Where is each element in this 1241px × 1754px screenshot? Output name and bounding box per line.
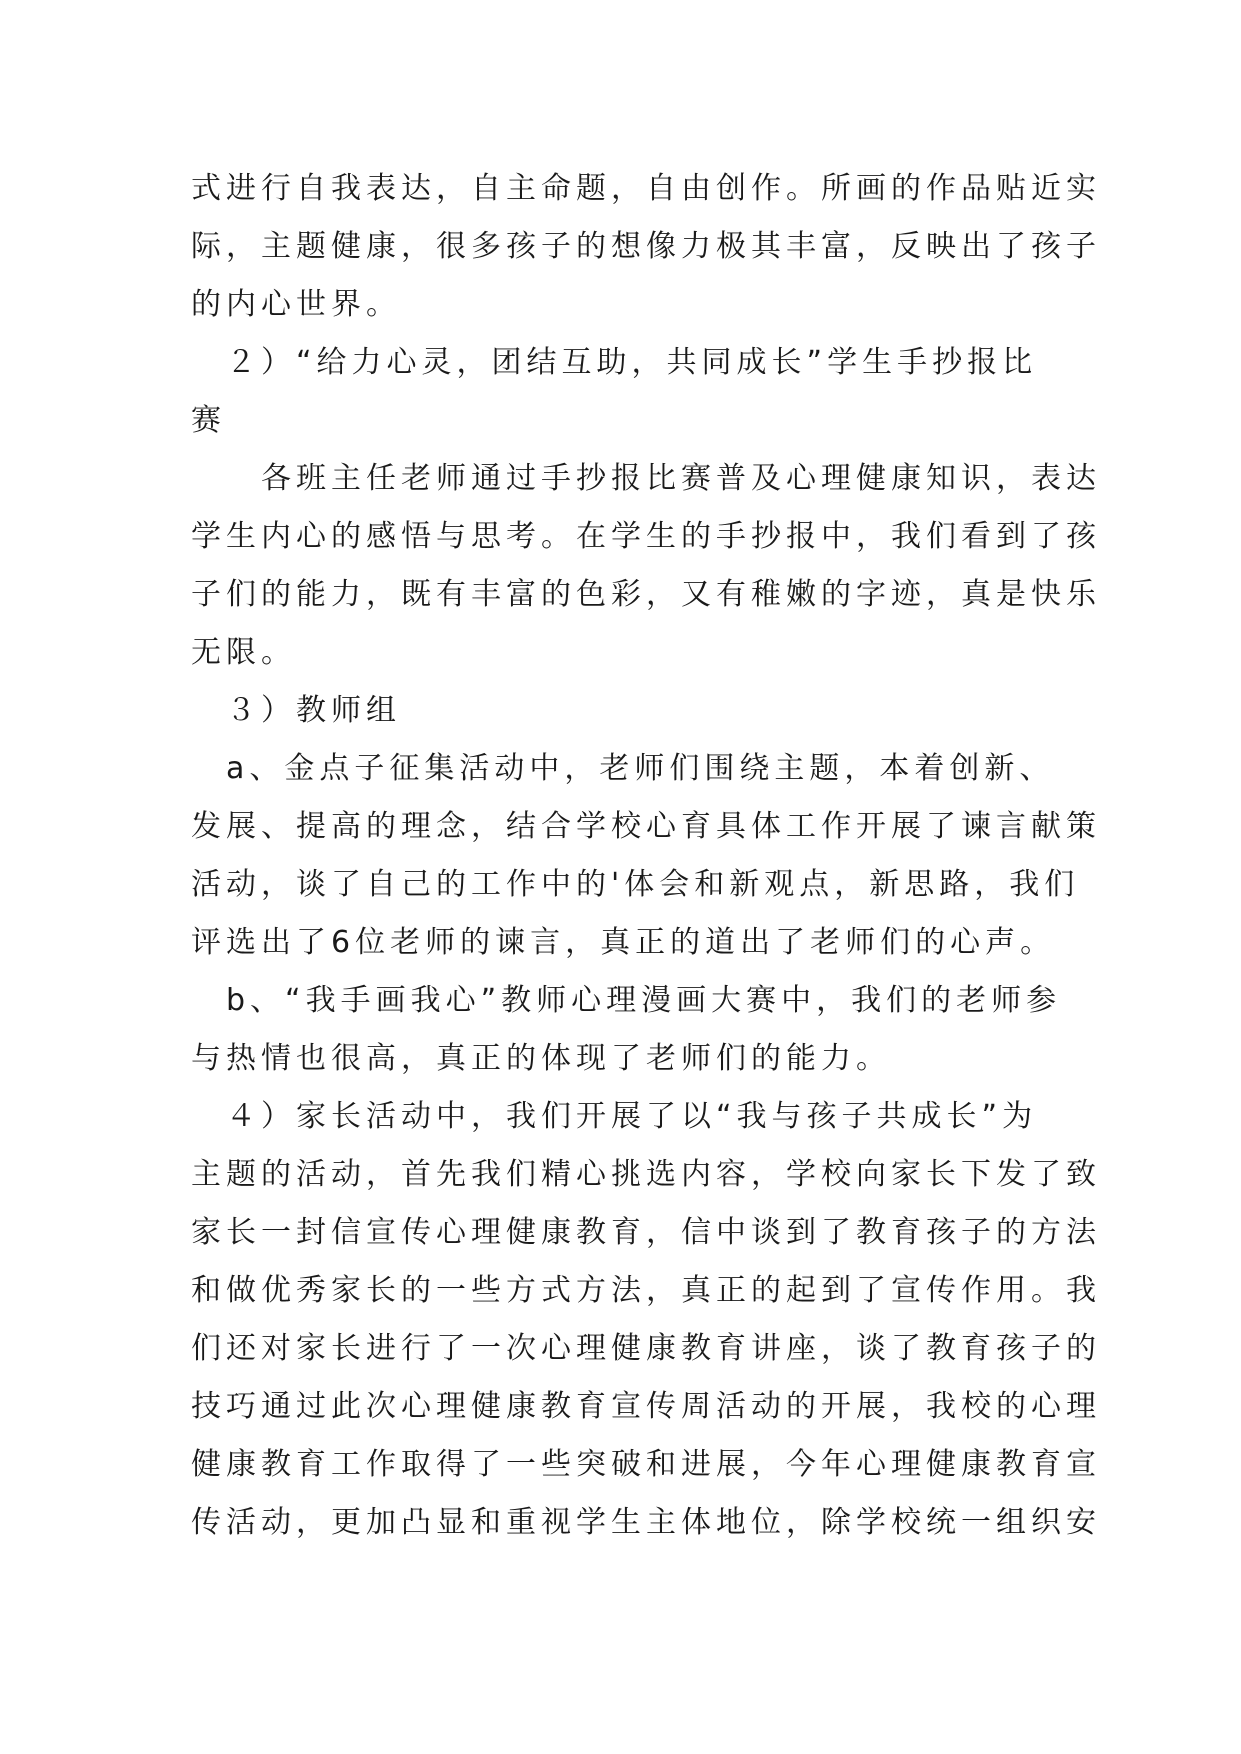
text-line: ４）家长活动中，我们开展了以“我与孩子共成长”为 <box>191 1099 1038 1134</box>
text-line: 学生内心的感悟与思考。在学生的手抄报中，我们看到了孩 <box>191 519 1101 554</box>
text-line: 主题的活动，首先我们精心挑选内容，学校向家长下发了致 <box>191 1157 1101 1192</box>
text-line: 的内心世界。 <box>191 287 401 322</box>
text-line: 发展、提高的理念，结合学校心育具体工作开展了谏言献策 <box>191 809 1101 844</box>
document-body <box>191 160 1101 1552</box>
text-line: 技巧通过此次心理健康教育宣传周活动的开展，我校的心理 <box>191 1389 1101 1424</box>
text-line: 和做优秀家长的一些方式方法，真正的起到了宣传作用。我 <box>191 1273 1101 1308</box>
text-line: 健康教育工作取得了一些突破和进展，今年心理健康教育宣 <box>191 1447 1101 1482</box>
text-line: 评选出了6位老师的谏言，真正的道出了老师们的心声。 <box>191 925 1056 960</box>
text-line: 赛 <box>191 403 226 438</box>
text-line: 子们的能力，既有丰富的色彩，又有稚嫩的字迹，真是快乐 <box>191 577 1101 612</box>
text-line: 与热情也很高，真正的体现了老师们的能力。 <box>191 1041 891 1076</box>
text-line: 传活动，更加凸显和重视学生主体地位，除学校统一组织安 <box>191 1505 1101 1540</box>
text-line: a、金点子征集活动中，老师们围绕主题，本着创新、 <box>191 751 1055 786</box>
text-line: ３）教师组 <box>191 693 401 728</box>
text-line: 活动，谈了自己的工作中的'体会和新观点，新思路，我们 <box>191 867 1080 902</box>
text-line: ２）“给力心灵，团结互助，共同成长”学生手抄报比 <box>191 345 1038 380</box>
text-line: 各班主任老师通过手抄报比赛普及心理健康知识，表达 <box>191 461 1101 496</box>
text-line: 式进行自我表达，自主命题，自由创作。所画的作品贴近实 <box>191 171 1101 206</box>
text-line: 们还对家长进行了一次心理健康教育讲座，谈了教育孩子的 <box>191 1331 1101 1366</box>
text-line: 无限。 <box>191 635 296 670</box>
text-line: b、“我手画我心”教师心理漫画大赛中，我们的老师参 <box>191 983 1062 1018</box>
text-line: 际，主题健康，很多孩子的想像力极其丰富，反映出了孩子 <box>191 229 1101 264</box>
text-line: 家长一封信宣传心理健康教育，信中谈到了教育孩子的方法 <box>191 1215 1101 1250</box>
